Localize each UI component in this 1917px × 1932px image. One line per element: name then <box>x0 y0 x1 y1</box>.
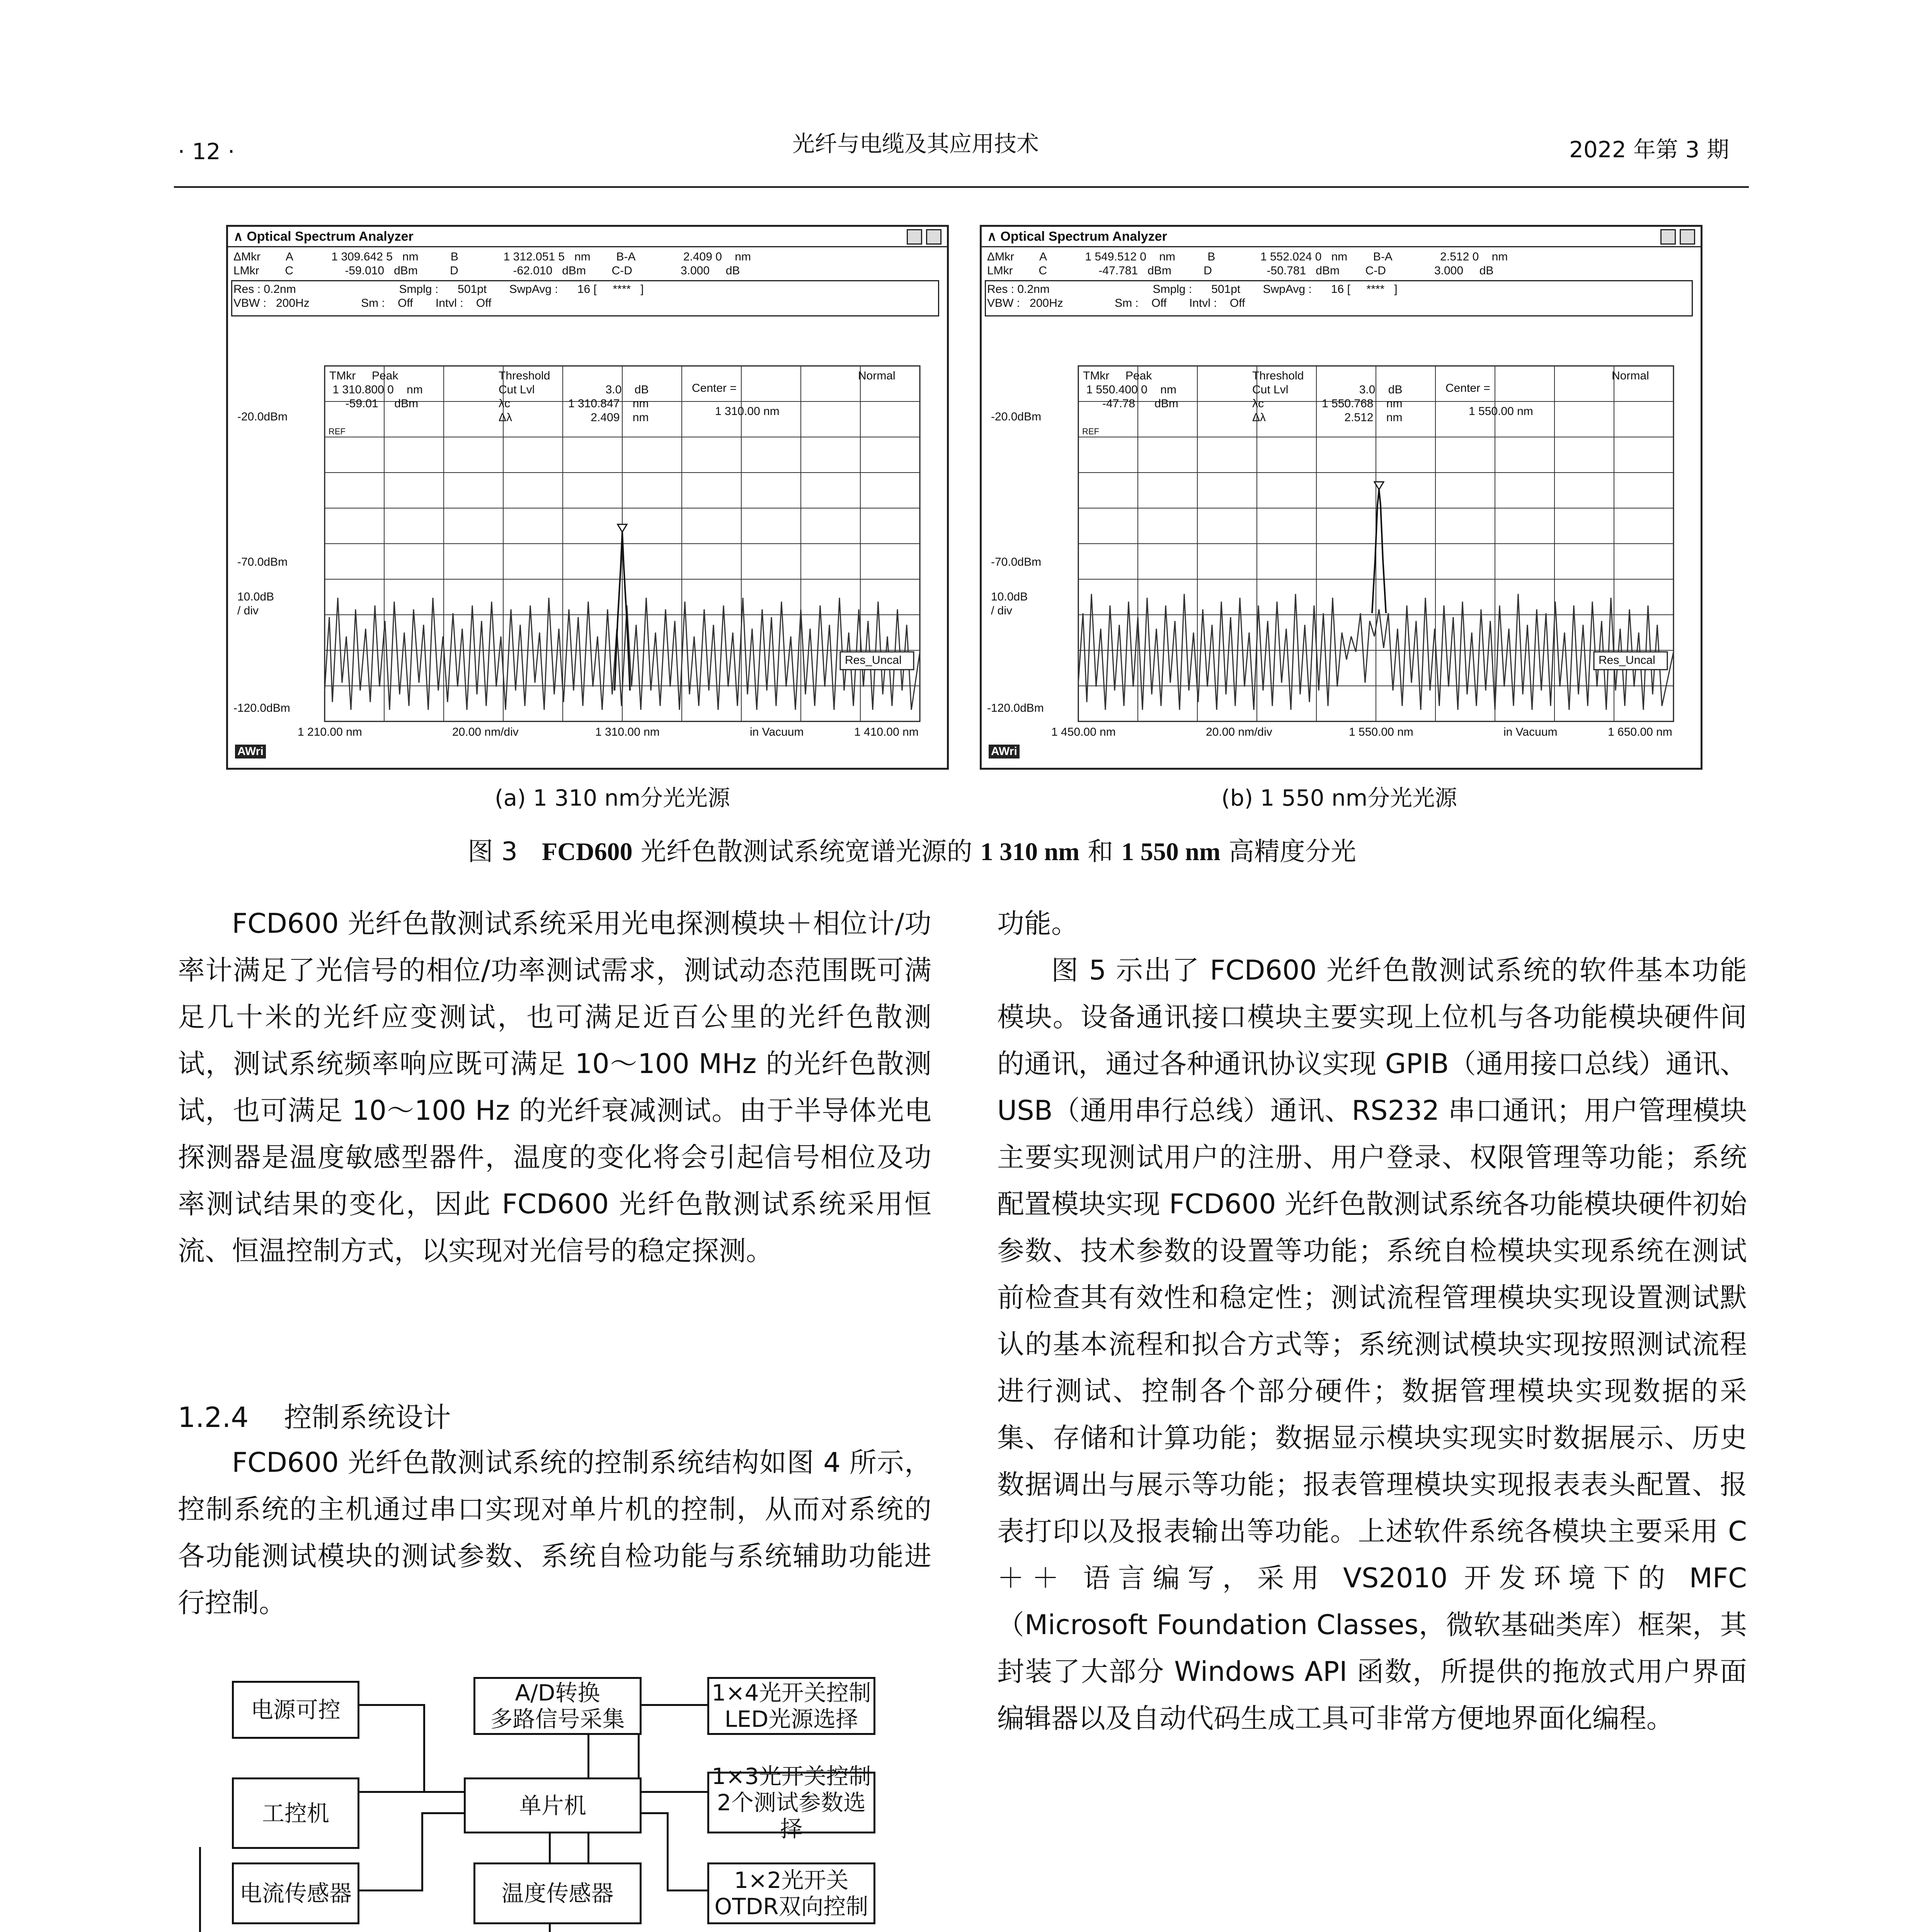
x-axis-right: 1 650.00 nm <box>1608 726 1672 738</box>
connector <box>667 1812 669 1889</box>
ref-label: REF <box>329 427 346 436</box>
fig-wl1: 1 310 nm <box>980 838 1080 866</box>
connector <box>638 1812 669 1814</box>
x-axis-left: 1 450.00 nm <box>1051 726 1116 738</box>
connector <box>421 1812 423 1889</box>
threshold-values: 3.0 dB 1 550.768 nm 2.512 nm <box>1322 383 1403 424</box>
connector <box>199 1847 201 1932</box>
ad-conversion-box: A/D转换 多路信号采集 <box>473 1677 642 1735</box>
switch-1x2-box: 1×2光开关 OTDR双向控制 <box>707 1862 875 1924</box>
tmkr-readout: TMkr Peak 1 550.400 0 nm -47.78 dBm <box>1083 369 1178 410</box>
connector <box>667 1889 707 1891</box>
connector <box>638 1704 707 1706</box>
header-rule <box>174 186 1749 188</box>
fig-model: FCD600 <box>541 838 633 866</box>
spectrum-plot <box>982 227 1701 768</box>
marker-row-1: ΔMkr A 1 309.642 5 nm B 1 312.051 5 nm B-A 2.409 0 nm <box>233 250 751 263</box>
fig-and: 和 <box>1088 837 1113 866</box>
res-uncal-label: Res_Uncal <box>1599 654 1655 667</box>
x-axis-left: 1 210.00 nm <box>298 726 362 738</box>
fig3b-caption: (b) 1 550 nm分光光源 <box>1221 785 1457 811</box>
fig-wl2: 1 550 nm <box>1121 838 1221 866</box>
fig3a-caption: (a) 1 310 nm分光光源 <box>495 785 730 811</box>
settings-row-2: VBW : 200Hz Sm : Off Intvl : Off <box>233 297 492 310</box>
threshold-labels: Threshold Cut Lvl λc Δλ <box>499 369 550 424</box>
connector <box>356 1704 425 1706</box>
connector <box>587 1830 589 1862</box>
osa-panel-a <box>226 225 949 770</box>
threshold-labels: Threshold Cut Lvl λc Δλ <box>1252 369 1304 424</box>
body-text: 图 5 示出了 FCD600 光纤色散测试系统的软件基本功能模块。设备通讯接口模块主要实现上位机与各功能模块硬件间的通讯，通过各种通讯协议实现 GPIB（通用接口总线）通讯、USB（通用串行总线）通讯、RS232 串口通讯；用户管理模块主要实现测试用户的注册、用户登录、权限管理等功能；系统配置模块实现 FCD600 光纤色散测试系统各功能模块硬件初始参数、技术参数的设置等功能；系统自检模块实现系统在测试前检查其有效性和稳定性；测试流程管理模块实现设置测试默认的基本流程和拟合方式等；系统测试模块实现按照测试流程进行测试、控制各个部分硬件；数据管理模块实现数据的采集、存储和计算功能；数据显示模块实现实时数据展示、历史数据调出与展示等功能；报表管理模块实现报表表头配置、报表打印以及报表输出等功能。上述软件系统各模块主要采用 C＋＋ 语言编写，采用 VS2010 开发环境下的 MFC（Microsoft Foundation Classes，微软基础类库）框架，其封装了大部分 Windows API 函数，所提供的拖放式用户界面编辑器以及自动代码生成工具可非常方便地界面化编程。 <box>997 954 1747 1734</box>
section-1-2-4-heading: 1.2.4 控制系统设计 <box>178 1401 451 1434</box>
fig-text: 光纤色散测试系统宽谱光源的 <box>640 837 972 866</box>
center-label: Center = <box>1445 382 1490 395</box>
res-uncal-label: Res_Uncal <box>845 654 902 667</box>
journal-title: 光纤与电缆及其应用技术 <box>792 131 1039 157</box>
right-paragraph-0 <box>997 900 1747 947</box>
mode-label: Normal <box>1612 369 1649 382</box>
y-axis-scale: 10.0dB / div <box>237 590 274 617</box>
y-axis-mid: -70.0dBm <box>991 556 1042 568</box>
current-sensor-box: 电流传感器 <box>232 1862 359 1924</box>
settings-row-1: Res : 0.2nm Smplg : 501pt SwpAvg : 16 [ **** ] <box>987 283 1398 296</box>
osa-window-title: Optical Spectrum Analyzer <box>247 229 414 244</box>
marker-row-2: LMkr C -47.781 dBm D -50.781 dBm C-D 3.000 dB <box>987 264 1494 277</box>
connector <box>356 1791 464 1793</box>
fig-label: 图 3 <box>468 837 518 866</box>
issue-label: 2022 年第 3 期 <box>1569 136 1729 163</box>
x-axis-span: 20.00 nm/div <box>1206 726 1272 738</box>
body-text: FCD600 光纤色散测试系统的控制系统结构如图 4 所示，控制系统的主机通过串口实现对单片机的控制，从而对系统的各功能测试模块的测试参数、系统自检功能与系统辅助功能进行控制。 <box>178 1447 931 1619</box>
body-text: FCD600 光纤色散测试系统采用光电探测模块＋相位计/功率计满足了光信号的相位/功率测试需求，测试动态范围既可满足几十米的光纤应变测试，也可满足近百公里的光纤色散测试，测试系统频率响应既可满足 10～100 MHz 的光纤色散测试，也可满足 10～100 Hz 的光纤衰减测试。由于半导体光电探测器是温度敏感型器件，温度的变化将会引起信号相位及功率测试结果的变化，因此 FCD600 光纤色散测试系统采用恒流、恒温控制方式，以实现对光信号的稳定探测。 <box>178 908 931 1267</box>
tmkr-readout: TMkr Peak 1 310.800 0 nm -59.01 dBm <box>329 369 423 410</box>
switch-1x3-box: 1×3光开关控制 2个测试参数选择 <box>707 1772 875 1833</box>
ref-label: REF <box>1082 427 1099 436</box>
connector <box>423 1704 425 1793</box>
y-axis-top: -20.0dBm <box>237 410 288 423</box>
connector <box>356 1889 423 1891</box>
x-axis-span: 20.00 nm/div <box>452 726 519 738</box>
mode-label: Normal <box>858 369 896 382</box>
x-axis-center: 1 310.00 nm <box>595 726 660 738</box>
settings-row-1: Res : 0.2nm Smplg : 501pt SwpAvg : 16 [ **** ] <box>233 283 644 296</box>
brand-logo: AWri <box>989 745 1020 759</box>
left-paragraph-1 <box>178 900 931 1274</box>
power-control-box: 电源可控 <box>232 1681 359 1739</box>
marker-row-1: ΔMkr A 1 549.512 0 nm B 1 552.024 0 nm B-A 2.512 0 nm <box>987 250 1508 263</box>
mcu-box: 单片机 <box>464 1777 642 1833</box>
x-axis-medium: in Vacuum <box>750 726 804 738</box>
body-text: 功能。 <box>997 908 1078 939</box>
fig-tail: 高精度分光 <box>1228 837 1356 866</box>
osa-icon: ∧ <box>987 229 1001 244</box>
spectrum-plot <box>228 227 947 768</box>
figure-3-caption <box>468 831 1356 867</box>
right-paragraph-1 <box>997 947 1747 1742</box>
connector <box>587 1731 589 1777</box>
ipc-box: 工控机 <box>232 1777 359 1849</box>
y-axis-top: -20.0dBm <box>991 410 1042 423</box>
osa-window-title: Optical Spectrum Analyzer <box>1000 229 1167 244</box>
left-paragraph-2 <box>178 1439 931 1626</box>
connector <box>638 1791 707 1793</box>
x-axis-right: 1 410.00 nm <box>854 726 919 738</box>
x-axis-medium: in Vacuum <box>1503 726 1558 738</box>
connector <box>421 1812 464 1814</box>
y-axis-scale: 10.0dB / div <box>991 590 1028 617</box>
page-number: · 12 · <box>178 138 235 165</box>
settings-row-2: VBW : 200Hz Sm : Off Intvl : Off <box>987 297 1245 310</box>
y-axis-bottom: -120.0dBm <box>233 702 290 714</box>
temperature-sensor-box: 温度传感器 <box>473 1862 642 1924</box>
y-axis-mid: -70.0dBm <box>237 556 288 568</box>
osa-icon: ∧ <box>233 229 247 244</box>
center-value: 1 550.00 nm <box>1469 405 1533 418</box>
x-axis-center: 1 550.00 nm <box>1349 726 1413 738</box>
center-label: Center = <box>692 382 737 395</box>
threshold-values: 3.0 dB 1 310.847 nm 2.409 nm <box>568 383 649 424</box>
brand-logo: AWri <box>235 745 266 759</box>
center-value: 1 310.00 nm <box>715 405 780 418</box>
marker-row-2: LMkr C -59.010 dBm D -62.010 dBm C-D 3.000 dB <box>233 264 740 277</box>
osa-panel-b <box>980 225 1702 770</box>
y-axis-bottom: -120.0dBm <box>987 702 1044 714</box>
switch-1x4-box: 1×4光开关控制 LED光源选择 <box>707 1677 875 1735</box>
